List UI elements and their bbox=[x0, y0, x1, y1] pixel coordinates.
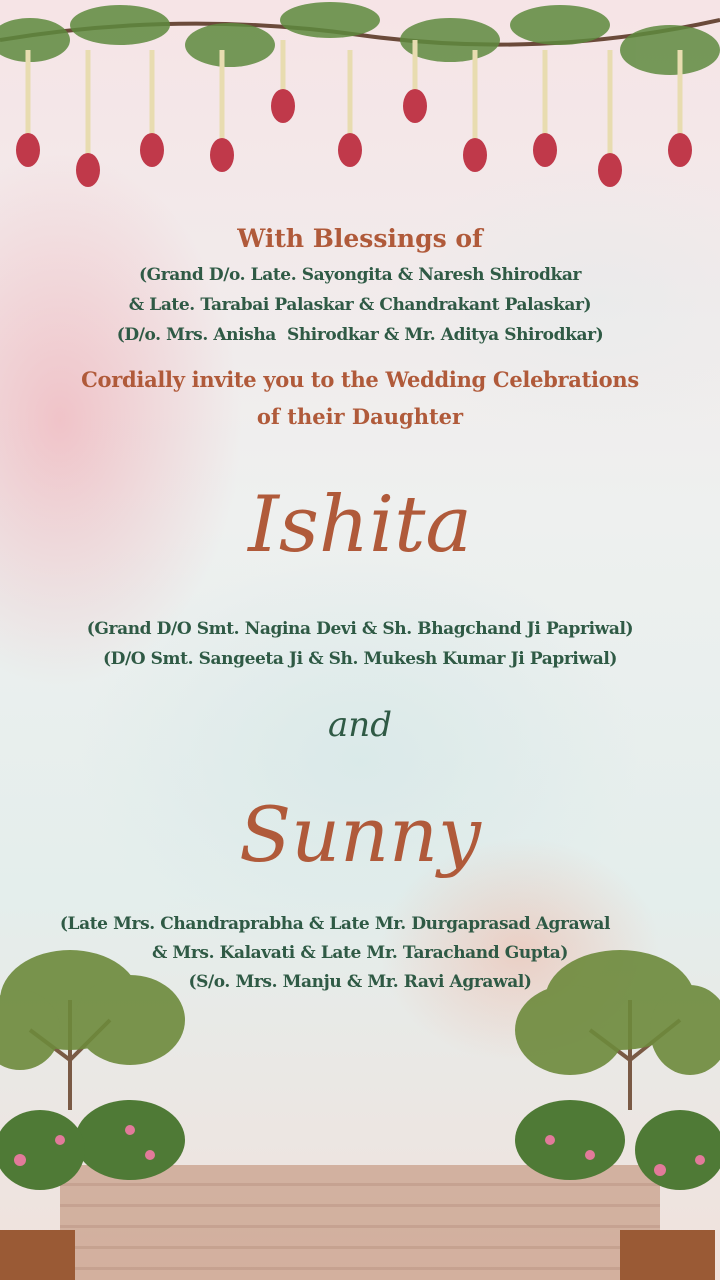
groom-parents-line: (Late Mrs. Chandraprabha & Late Mr. Durgaprasad Agrawal bbox=[59, 914, 611, 934]
blessings-line: & Late. Tarabai Palaskar & Chandrakant Palaskar) bbox=[128, 295, 592, 315]
bride-name: Ishita bbox=[248, 480, 472, 570]
bride-parents-line: (D/O Smt. Sangeeta Ji & Sh. Mukesh Kumar Ji Papriwal) bbox=[102, 649, 618, 669]
conjunction-and: and bbox=[328, 705, 392, 745]
groom-parents-line: (S/o. Mrs. Manju & Mr. Ravi Agrawal) bbox=[188, 972, 532, 992]
groom-parents-line: & Mrs. Kalavati & Late Mr. Tarachand Gupta) bbox=[151, 943, 569, 963]
invitation-line: Cordially invite you to the Wedding Celebrations bbox=[81, 367, 639, 392]
invitation-line: of their Daughter bbox=[256, 404, 464, 429]
floral-garland-decoration bbox=[0, 0, 720, 200]
bride-parents-line: (Grand D/O Smt. Nagina Devi & Sh. Bhagchand Ji Papriwal) bbox=[86, 619, 634, 639]
groom-name: Sunny bbox=[239, 790, 481, 879]
blessings-heading: With Blessings of bbox=[237, 224, 483, 253]
blessings-line: (Grand D/o. Late. Sayongita & Naresh Shirodkar bbox=[138, 265, 582, 285]
blessings-line: (D/o. Mrs. Anisha Shirodkar & Mr. Aditya Shirodkar) bbox=[116, 325, 604, 345]
